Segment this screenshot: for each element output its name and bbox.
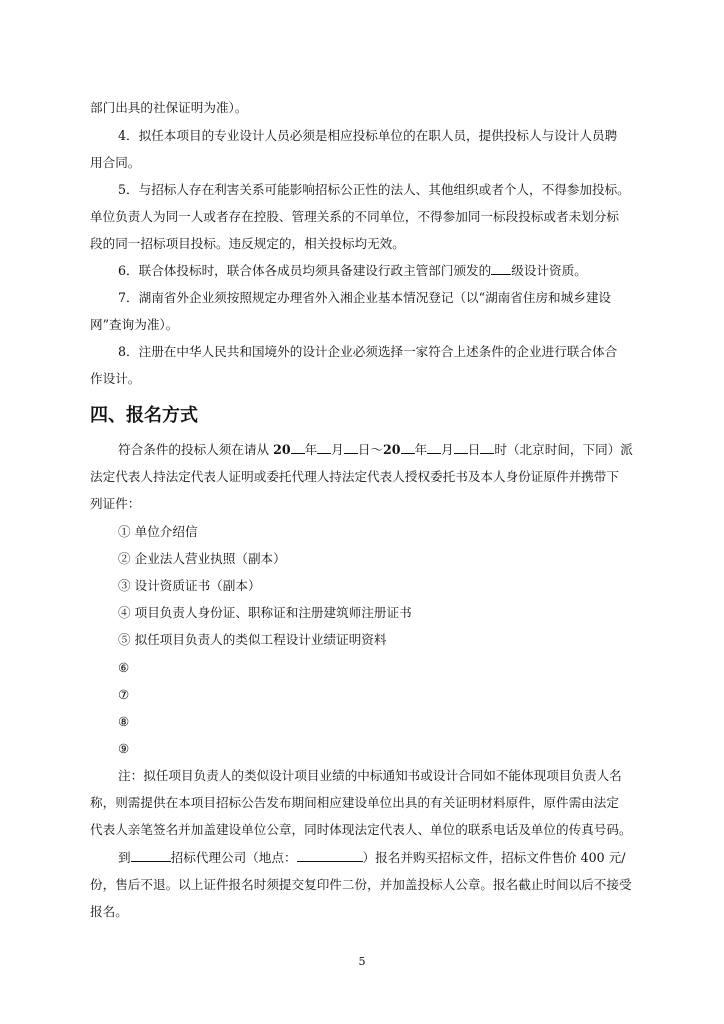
paragraph-line [118, 258, 642, 284]
month-blank [317, 440, 331, 454]
purchase-line [118, 845, 642, 871]
note-line: 代表人亲笔签名并加盖建设单位公章，同时体现法定代表人、单位的联系电话及单位的传真号码。 [90, 822, 632, 837]
paragraph-line: 用合同。 [90, 155, 141, 170]
paragraph-line: 网”查询为准）。 [90, 317, 179, 332]
day-blank [454, 440, 468, 454]
day-label: 日～ [357, 442, 384, 457]
document-list-item: ③ 设计资质证书（副本） [118, 578, 261, 593]
registration-line: 法定代表人持法定代表人证明或委托代理人持法定代表人授权委托书及本人身份证原件并携带下 [90, 469, 619, 484]
year-blank [401, 440, 415, 454]
purchase-text: 招标代理公司（地点： [170, 850, 297, 865]
month-label: 月 [331, 442, 344, 457]
note-line: 注：拟任项目负责人的类似设计项目业绩的中标通知书或设计合同如不能体现项目负责人名 [118, 768, 622, 783]
paragraph-line: 作设计。 [90, 371, 141, 386]
hour-label: 时（北京时间，下同）派 [494, 442, 633, 457]
agent-blank [131, 848, 171, 862]
day-label: 日 [467, 442, 481, 457]
section-title: 四、报名方式 [90, 405, 198, 426]
year-blank [291, 440, 305, 454]
document-list-item: ⑦ [118, 687, 130, 702]
paragraph-line: 4．拟任本项目的专业设计人员必须是相应投标单位的在职人员，提供投标人与设计人员聘 [118, 128, 618, 143]
paragraph-line: 7．湖南省外企业须按照规定办理省外入湘企业基本情况登记（以“湖南省住房和城乡建设 [118, 290, 612, 305]
month-blank [427, 440, 441, 454]
qualification-tail: 级设计资质。 [511, 263, 587, 278]
document-list-item: ⑨ [118, 741, 130, 756]
paragraph-line: 单位负责人为同一人或者存在控股、管理关系的不同单位，不得参加同一标段投标或者未划分标 [90, 209, 619, 224]
purchase-text: 到 [118, 850, 131, 865]
qualification-blank [491, 261, 511, 275]
page-number: 5 [358, 955, 366, 968]
year-prefix: 20 [273, 442, 291, 457]
document-list-item: ② 企业法人营业执照（副本） [118, 551, 286, 566]
hour-blank [480, 440, 494, 454]
day-blank [344, 440, 358, 454]
year-label: 年 [304, 442, 318, 457]
document-list-item: ⑧ [118, 714, 130, 729]
purchase-line: 报名。 [90, 904, 128, 919]
document-list-item: ⑥ [118, 660, 130, 675]
document-list-item: ④ 项目负责人身份证、职称证和注册建筑师注册证书 [118, 605, 412, 620]
document-list-item: ⑤ 拟任项目负责人的类似工程设计业绩证明资料 [118, 632, 387, 647]
paragraph-line: 8．注册在中华人民共和国境外的设计企业必须选择一家符合上述条件的企业进行联合体合 [118, 344, 618, 359]
qualification-text: 6．联合体投标时，联合体各成员均须具备建设行政主管部门颁发的 [118, 263, 492, 278]
purchase-text: ）报名并购买招标文件，招标文件售价 400 元/ [362, 850, 626, 865]
address-blank [297, 848, 363, 862]
registration-line [118, 437, 642, 463]
month-label: 月 [441, 442, 454, 457]
registration-text: 符合条件的投标人须在请从 [118, 442, 274, 457]
purchase-line: 份，售后不退。以上证件报名时须提交复印件二份，并加盖投标人公章。报名截止时间以后不接受 [90, 877, 632, 892]
note-line: 称，则需提供在本项目招标公告发布期间相应建设单位出具的有关证明材料原件，原件需由法定 [90, 795, 619, 810]
paragraph-line: 段的同一招标项目投标。违反规定的，相关投标均无效。 [90, 236, 405, 251]
document-list-item: ① 单位介绍信 [118, 524, 198, 539]
registration-line: 列证件： [90, 496, 141, 511]
paragraph-line: 5．与招标人存在利害关系可能影响招标公正性的法人、其他组织或者个人，不得参加投标。 [118, 182, 630, 197]
year-label: 年 [414, 442, 428, 457]
paragraph-line: 部门出具的社保证明为准）。 [90, 100, 248, 115]
year-prefix: 20 [383, 442, 401, 457]
